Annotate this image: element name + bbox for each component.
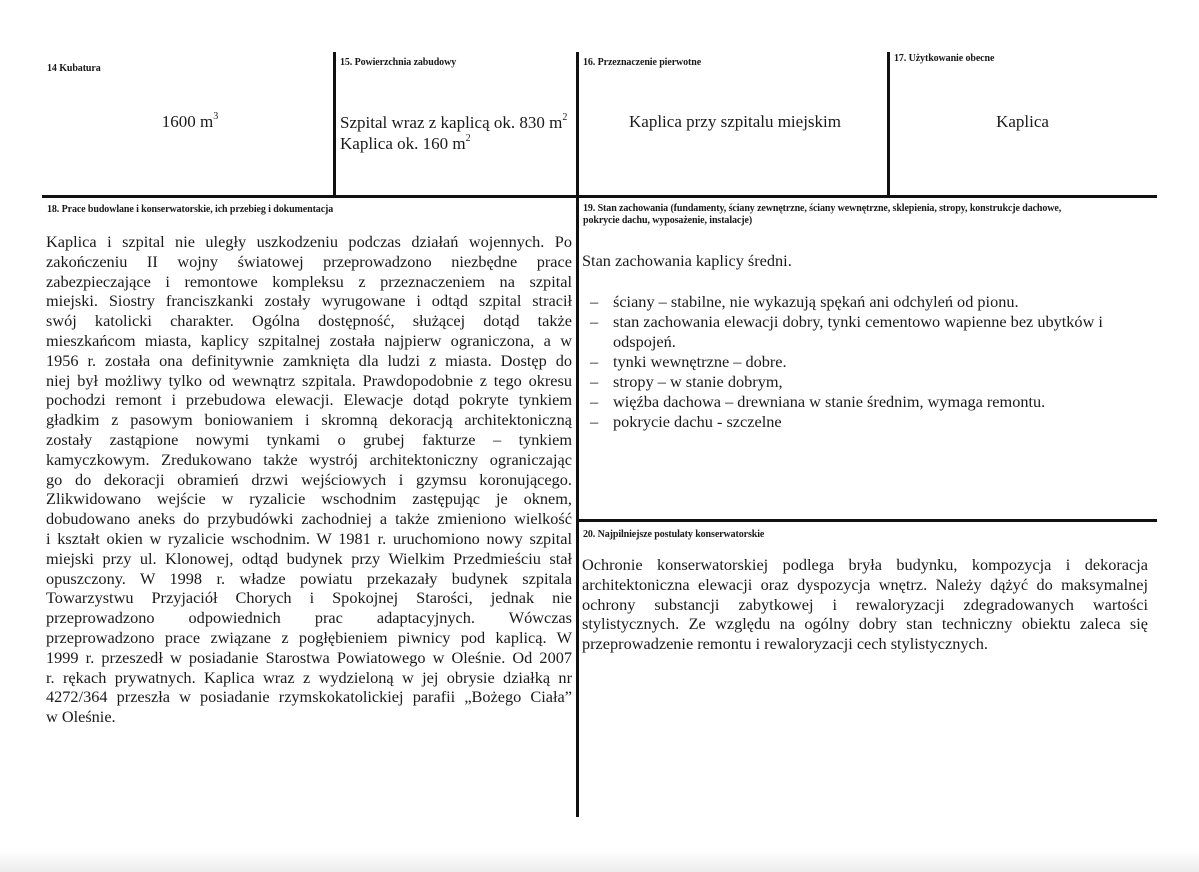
powierzchnia-line-1-text: Szpital wraz z kaplicą ok. 830 m — [340, 113, 563, 132]
stan-list-item-text: stan zachowania elewacji dobry, tynki cementowo wapienne bez ubytków i odspojeń. — [613, 312, 1103, 351]
dash-bullet: – — [590, 392, 599, 411]
postulaty-header: 20. Najpilniejsze postulaty konserwatorskie — [583, 529, 765, 540]
kubatura-value — [120, 111, 260, 132]
divider-v-1 — [333, 52, 336, 198]
powierzchnia-line-2 — [340, 133, 576, 154]
scan-edge-shade — [0, 850, 1199, 872]
prace-line: Zlikwidowano wejście w ryzalicie wschodnim zastępując je oknem, — [46, 489, 572, 509]
prace-line: zakończeniu II wojny światowej przeprowadzono niezbędne prace — [46, 251, 572, 271]
prace-line: przeprowadzono odpowiednich prac adaptacyjnych. Wówczas — [46, 608, 572, 628]
prace-line: 1956 r. została ona definitywnie zamknięta dla ludzi z miasta. Dostęp do — [46, 350, 572, 370]
postulaty-line: przeprowadzenie remontu i rewaloryzacji cech stylistycznych. — [582, 634, 988, 654]
divider-h-right-column — [576, 519, 1157, 522]
stan-intro: Stan zachowania kaplicy średni. — [582, 251, 792, 270]
postulaty-line: Ochronie konserwatorskiej podlega bryła budynku, kompozycja i dekoracja — [582, 555, 1148, 574]
prace-line: w Oleśnie. — [46, 707, 116, 727]
dash-bullet: – — [590, 412, 599, 431]
stan-list-item-text: więźba dachowa – drewniana w stanie średnim, wymaga remontu. — [613, 392, 1046, 411]
prace-line: mieszkańcom miasta, kaplicy szpitalnej została najpierw ograniczona, a w — [46, 330, 572, 350]
prace-line: zostały zastąpione nowymi tynkami o grubej fakturze – tynkiem — [46, 429, 572, 449]
stan-list — [582, 292, 1154, 432]
prace-line: i kształt okien w ryzalicie wschodnim. W 1981 r. uruchomiono nowy szpital — [46, 528, 572, 548]
kubatura-value-sup: 3 — [213, 111, 219, 122]
stan-list-item — [582, 312, 1154, 352]
prace-line: miejski. Siostry franciszkanki zostały wyrugowane i odtąd szpital stracił — [46, 291, 572, 311]
kubatura-header: 14 Kubatura — [47, 63, 101, 74]
powierzchnia-line-1 — [340, 112, 576, 133]
divider-h-top-row — [42, 195, 1157, 198]
stan-list-item-text: stropy – w stanie dobrym, — [613, 372, 783, 391]
prace-line: kamyczkowym. Zredukowano także wystrój architektoniczny ograniczając — [46, 449, 572, 469]
stan-list-item — [582, 352, 1154, 372]
powierzchnia-header: 15. Powierzchnia zabudowy — [340, 57, 457, 68]
postulaty-line: ochrony substancji zabytkowej i rewaloryzacji zdegradowanych wartości — [582, 594, 1148, 614]
stan-list-item — [582, 292, 1154, 312]
postulaty-line: stylistycznych. Ze względu na ogólny dobry stan techniczny obiektu zaleca się — [582, 614, 1148, 634]
prace-line: miejski przy ul. Klonowej, odtąd budynek przy Wielkim Przedmieściu stał — [46, 548, 572, 568]
stan-list-item — [582, 372, 1154, 392]
przeznaczenie-header: 16. Przeznaczenie pierwotne — [583, 57, 702, 68]
prace-line: Towarzystwu Przyjaciół Chorych i Spokojnej Starości, jednak nie — [46, 588, 572, 608]
stan-header-line-1: 19. Stan zachowania (fundamenty, ściany zewnętrzne, ściany wewnętrzne, sklepienia, stropy, konstrukcje dachowe, — [583, 203, 1062, 214]
prace-line: swój katolicki charakter. Ogólna dostępność, służącej dotąd także — [46, 311, 572, 331]
postulaty-line: architektoniczna elewacji oraz dyspozycja wnętrz. Należy dążyć do maksymalnej — [582, 574, 1148, 594]
prace-line: r. rękach prywatnych. Kaplica wraz z wydzieloną w jej obrysie działką nr — [46, 667, 572, 687]
prace-line: przeprowadzono prace związane z pogłębieniem piwnicy pod kaplicą. W — [46, 627, 572, 647]
uzytkowanie-header: 17. Użytkowanie obecne — [894, 53, 995, 64]
prace-line: niej był możliwy tylko od wewnątrz szpitala. Prawdopodobnie z tego okresu — [46, 370, 572, 390]
powierzchnia-line-1-sup: 2 — [562, 112, 568, 123]
kubatura-value-text: 1600 m — [161, 112, 214, 131]
prace-text — [46, 232, 572, 727]
prace-line: go do dekoracji obramień drzwi wejściowych i gzymsu koronującego. — [46, 469, 572, 489]
postulaty-text — [582, 555, 1148, 654]
prace-line: 4272/364 przeszła w posiadanie rzymskokatolickiej parafii „Bożego Ciała” — [46, 687, 572, 707]
stan-header-line-2: pokrycie dachu, wyposażenie, instalacje) — [583, 215, 753, 226]
dash-bullet: – — [590, 372, 599, 391]
dash-bullet: – — [590, 352, 599, 371]
prace-line: Kaplica i szpital nie uległy uszkodzeniu podczas działań wojennych. Po — [46, 232, 572, 251]
uzytkowanie-value: Kaplica — [996, 112, 1049, 131]
stan-list-item-text: ściany – stabilne, nie wykazują spękań ani odchyleń od pionu. — [613, 292, 1019, 311]
stan-list-item — [582, 392, 1154, 412]
prace-line: zabezpieczające i remontowe kompleksu z przeznaczeniem na szpital — [46, 271, 572, 291]
stan-header — [583, 203, 1158, 227]
przeznaczenie-value: Kaplica przy szpitalu miejskim — [629, 112, 841, 131]
stan-list-item-text: pokrycie dachu - szczelne — [613, 412, 782, 431]
dash-bullet: – — [590, 292, 599, 311]
divider-v-2 — [576, 52, 579, 817]
prace-header: 18. Prace budowlane i konserwatorskie, ich przebieg i dokumentacja — [47, 204, 334, 215]
prace-line: dobudowano aneks do przybudówki zachodniej a także zmieniono wielkość — [46, 509, 572, 529]
powierzchnia-line-2-text: Kaplica ok. 160 m — [340, 134, 466, 153]
stan-list-item — [582, 412, 1154, 432]
prace-line: opuszczony. W 1998 r. władze powiatu przekazały budynek szpitala — [46, 568, 572, 588]
stan-list-item-text: tynki wewnętrzne – dobre. — [613, 352, 787, 371]
powierzchnia-value — [340, 112, 576, 154]
prace-line: gładkim z pasowym boniowaniem i skromną dekoracją architektoniczną — [46, 410, 572, 430]
powierzchnia-line-2-sup: 2 — [465, 133, 471, 144]
dash-bullet: – — [590, 312, 599, 331]
prace-line: 1999 r. przeszedł w posiadanie Starostwa Powiatowego w Oleśnie. Od 2007 — [46, 647, 572, 667]
prace-line: pochodzi remont i przebudowa elewacji. Elewacje dotąd pokryte tynkiem — [46, 390, 572, 410]
